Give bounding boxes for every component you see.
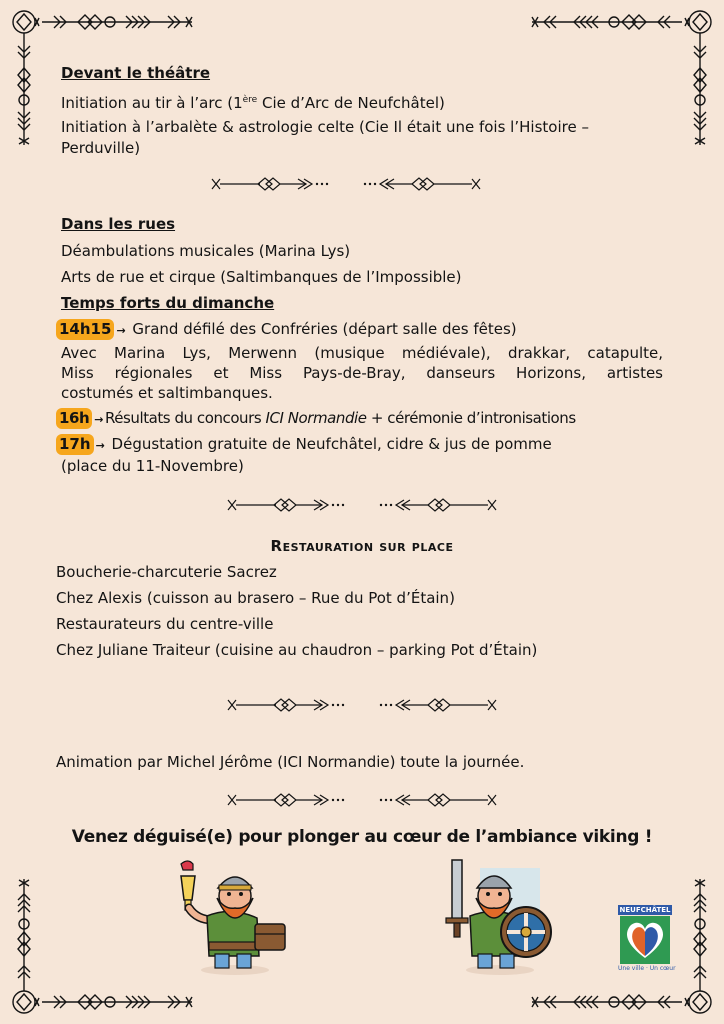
divider-ornament-left bbox=[226, 698, 346, 712]
event-degustation-place: (place du 11-Novembre) bbox=[61, 457, 244, 475]
animation-text: Animation par Michel Jérôme (ICI Normandie) toute la journée. bbox=[56, 753, 525, 771]
divider-ornament-left bbox=[210, 177, 330, 191]
restauration-item: Chez Juliane Traiteur (cuisine au chaudron – parking Pot d’Étain) bbox=[56, 641, 538, 659]
viking-warrior-illustration bbox=[440, 856, 555, 976]
theatre-line-archery: Initiation au tir à l’arc (1ère Cie d’Arc de Neufchâtel) bbox=[61, 94, 445, 112]
logo-title: NEUFCHÂTEL bbox=[619, 906, 671, 914]
event-defile-desc-2: Miss régionales et Miss Pays-de-Bray, danseurs Horizons, artistes bbox=[61, 364, 663, 382]
restauration-item: Restaurateurs du centre-ville bbox=[56, 615, 274, 633]
event-defile: 14h15 → Grand défilé des Confréries (départ salle des fêtes) bbox=[56, 318, 517, 342]
arrow-icon: → bbox=[94, 413, 103, 426]
arrow-icon: → bbox=[95, 439, 105, 452]
neufchatel-logo bbox=[618, 905, 676, 975]
divider-ornament-right bbox=[378, 498, 498, 512]
theatre-line-crossbow-cont: Perduville) bbox=[61, 139, 141, 157]
event-resultats: 16h → Résultats du concours ICI Normandie + cérémonie d’intronisations bbox=[56, 407, 576, 431]
divider-ornament-right bbox=[378, 698, 498, 712]
rues-line-circus: Arts de rue et cirque (Saltimbanques de l’Impossible) bbox=[61, 268, 462, 286]
divider-ornament-left bbox=[226, 793, 346, 807]
viking-drinking-illustration bbox=[175, 858, 287, 976]
slogan: Venez déguisé(e) pour plonger au cœur de l’ambiance viking ! bbox=[71, 827, 653, 847]
arrow-icon: → bbox=[116, 324, 126, 337]
time-badge: 14h15 bbox=[56, 319, 114, 340]
event-defile-desc-3: costumés et saltimbanques. bbox=[61, 384, 273, 402]
theatre-heading: Devant le théâtre bbox=[61, 64, 211, 82]
theatre-line-crossbow: Initiation à l’arbalète & astrologie celte (Cie Il était une fois l’Histoire – bbox=[61, 118, 589, 136]
restauration-heading: Restauration sur place bbox=[270, 537, 454, 555]
divider-ornament-left bbox=[226, 498, 346, 512]
corner-ornament-bottom-left bbox=[2, 874, 202, 1024]
event-defile-desc-1: Avec Marina Lys, Merwenn (musique médiévale), drakkar, catapulte, bbox=[61, 344, 663, 362]
time-badge: 16h bbox=[56, 408, 92, 429]
logo-heart-icon bbox=[620, 916, 670, 964]
divider-ornament-right bbox=[362, 177, 482, 191]
divider-ornament-right bbox=[378, 793, 498, 807]
restauration-item: Boucherie-charcuterie Sacrez bbox=[56, 563, 277, 581]
logo-tagline: Une ville · Un cœur bbox=[618, 965, 676, 972]
event-degustation: 17h → Dégustation gratuite de Neufchâtel, cidre & jus de pomme bbox=[56, 433, 552, 457]
restauration-item: Chez Alexis (cuisson au brasero – Rue du Pot d’Étain) bbox=[56, 589, 455, 607]
dimanche-heading: Temps forts du dimanche bbox=[61, 294, 275, 312]
time-badge: 17h bbox=[56, 434, 94, 455]
rues-heading: Dans les rues bbox=[61, 215, 176, 233]
rues-line-music: Déambulations musicales (Marina Lys) bbox=[61, 242, 351, 260]
